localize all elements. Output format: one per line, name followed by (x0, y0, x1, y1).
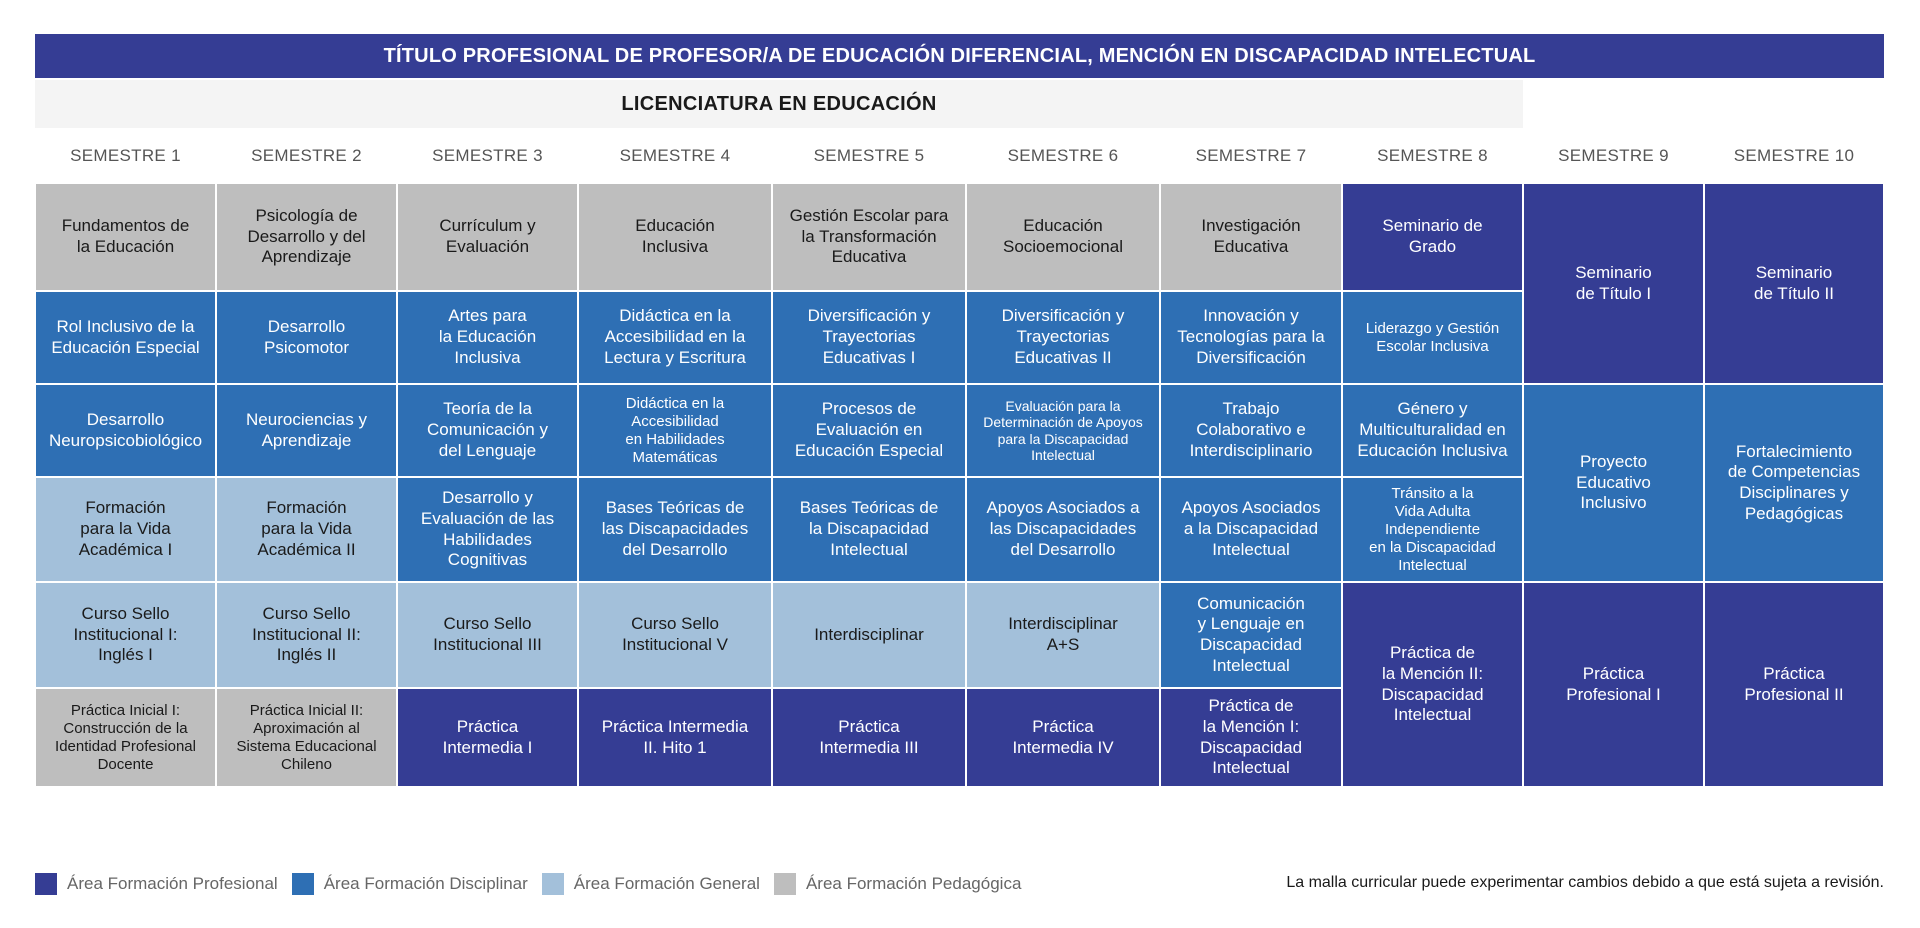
legend-label: Área Formación Profesional (67, 874, 278, 893)
course-cell: Apoyos Asociados a las Discapacidades del Desarrollo (966, 477, 1160, 582)
legend-swatch-disciplinar (292, 873, 314, 895)
course-cell: Artes para la Educación Inclusiva (397, 291, 578, 384)
course-cell: Educación Socioemocional (966, 183, 1160, 291)
legend-label: Área Formación Disciplinar (323, 874, 528, 893)
course-cell: Formación para la Vida Académica II (216, 477, 397, 582)
legend-item-profesional (35, 873, 278, 895)
legend-swatch-profesional (35, 873, 57, 895)
course-cell: Diversificación y Trayectorias Educativas I (772, 291, 966, 384)
course-cell: Proyecto Educativo Inclusivo (1523, 384, 1704, 582)
course-cell: Fortalecimiento de Competencias Disciplinares y Pedagógicas (1704, 384, 1884, 582)
course-cell: Bases Teóricas de las Discapacidades del Desarrollo (578, 477, 772, 582)
semester-header-2: SEMESTRE 2 (251, 146, 362, 165)
course-cell: Innovación y Tecnologías para la Diversificación (1160, 291, 1342, 384)
semester-header-7: SEMESTRE 7 (1195, 146, 1307, 165)
course-cell: Tránsito a la Vida Adulta Independiente en la Discapacidad Intelectual (1342, 477, 1523, 582)
semester-header-6: SEMESTRE 6 (1007, 146, 1119, 165)
course-cell: Liderazgo y Gestión Escolar Inclusiva (1342, 291, 1523, 384)
course-cell: Formación para la Vida Académica I (35, 477, 216, 582)
course-cell: Práctica Intermedia I (397, 688, 578, 787)
course-cell: Curso Sello Institucional III (397, 582, 578, 688)
course-cell: Investigación Educativa (1160, 183, 1342, 291)
course-cell: Interdisciplinar (772, 582, 966, 688)
semester-header-1: SEMESTRE 1 (70, 146, 181, 165)
course-cell: Práctica de la Mención II: Discapacidad Intelectual (1342, 582, 1523, 787)
course-cell: Práctica Profesional I (1523, 582, 1704, 787)
legend (35, 872, 1035, 896)
course-cell: Seminario de Grado (1342, 183, 1523, 291)
course-cell: Práctica Inicial II: Aproximación al Sistema Educacional Chileno (216, 688, 397, 787)
course-cell: Curso Sello Institucional V (578, 582, 772, 688)
course-cell: Didáctica en la Accesibilidad en Habilidades Matemáticas (578, 384, 772, 477)
course-cell: Apoyos Asociados a la Discapacidad Intelectual (1160, 477, 1342, 582)
course-cell: Fundamentos de la Educación (35, 183, 216, 291)
semester-header-4: SEMESTRE 4 (619, 146, 731, 165)
legend-swatch-pedagogica (774, 873, 796, 895)
legend-item-pedagogica (774, 873, 1021, 895)
course-cell: Curso Sello Institucional I: Inglés I (35, 582, 216, 688)
semester-header-8: SEMESTRE 8 (1377, 146, 1488, 165)
course-cell: Comunicación y Lenguaje en Discapacidad Intelectual (1160, 582, 1342, 688)
semester-header-3: SEMESTRE 3 (432, 146, 543, 165)
licenciatura-banner: LICENCIATURA EN EDUCACIÓN (35, 80, 1523, 128)
course-cell: Didáctica en la Accesibilidad en la Lectura y Escritura (578, 291, 772, 384)
course-cell: Educación Inclusiva (578, 183, 772, 291)
semester-header-5: SEMESTRE 5 (813, 146, 925, 165)
course-cell: Evaluación para la Determinación de Apoyos para la Discapacidad Intelectual (966, 384, 1160, 477)
course-cell: Práctica Intermedia IV (966, 688, 1160, 787)
course-cell: Curso Sello Institucional II: Inglés II (216, 582, 397, 688)
semester-header-10: SEMESTRE 10 (1733, 146, 1855, 165)
course-cell: Desarrollo y Evaluación de las Habilidades Cognitivas (397, 477, 578, 582)
course-cell: Práctica Profesional II (1704, 582, 1884, 787)
legend-label: Área Formación General (573, 874, 760, 893)
legend-item-general (542, 873, 760, 895)
course-cell: Práctica Intermedia II. Hito 1 (578, 688, 772, 787)
course-cell: Práctica Intermedia III (772, 688, 966, 787)
course-cell: Seminario de Título II (1704, 183, 1884, 384)
program-title: TÍTULO PROFESIONAL DE PROFESOR/A DE EDUCACIÓN DIFERENCIAL, MENCIÓN EN DISCAPACIDAD INTELECTUAL (35, 34, 1884, 78)
course-cell: Currículum y Evaluación (397, 183, 578, 291)
course-cell: Gestión Escolar para la Transformación Educativa (772, 183, 966, 291)
course-cell: Género y Multiculturalidad en Educación Inclusiva (1342, 384, 1523, 477)
course-cell: Práctica de la Mención I: Discapacidad Intelectual (1160, 688, 1342, 787)
course-cell: Psicología de Desarrollo y del Aprendizaje (216, 183, 397, 291)
course-cell: Desarrollo Neuropsicobiológico (35, 384, 216, 477)
legend-label: Área Formación Pedagógica (805, 874, 1022, 893)
course-cell: Procesos de Evaluación en Educación Especial (772, 384, 966, 477)
legend-item-disciplinar (292, 873, 528, 895)
course-cell: Interdisciplinar A+S (966, 582, 1160, 688)
course-cell: Trabajo Colaborativo e Interdisciplinario (1160, 384, 1342, 477)
course-cell: Diversificación y Trayectorias Educativas II (966, 291, 1160, 384)
course-cell: Rol Inclusivo de la Educación Especial (35, 291, 216, 384)
course-cell: Práctica Inicial I: Construcción de la Identidad Profesional Docente (35, 688, 216, 787)
semester-header-9: SEMESTRE 9 (1558, 146, 1669, 165)
course-cell: Neurociencias y Aprendizaje (216, 384, 397, 477)
course-cell: Teoría de la Comunicación y del Lenguaje (397, 384, 578, 477)
course-cell: Seminario de Título I (1523, 183, 1704, 384)
course-cell: Bases Teóricas de la Discapacidad Intelectual (772, 477, 966, 582)
revision-note: La malla curricular puede experimentar cambios debido a que está sujeta a revisión. (1286, 874, 1884, 891)
legend-swatch-general (542, 873, 564, 895)
course-cell: Desarrollo Psicomotor (216, 291, 397, 384)
